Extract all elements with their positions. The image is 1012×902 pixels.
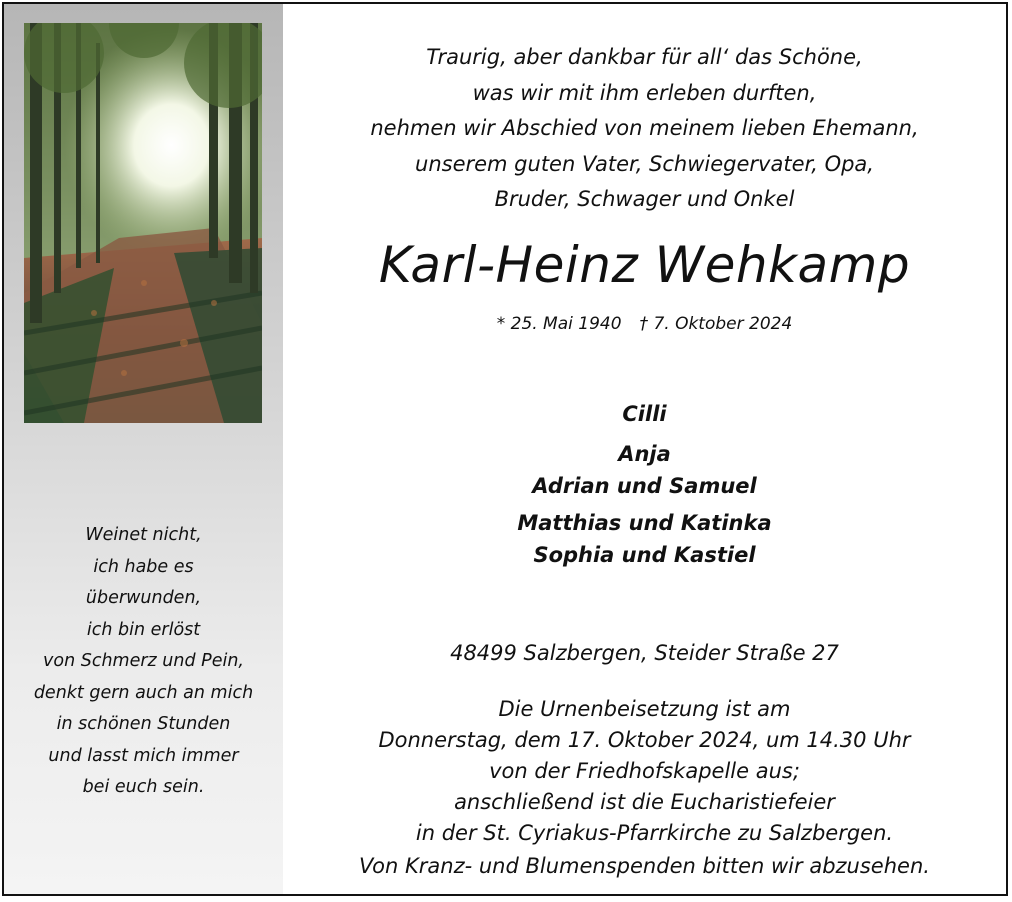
ceremony-line: von der Friedhofskapelle aus; <box>489 759 800 783</box>
life-dates <box>283 310 1006 338</box>
main-text-panel <box>283 4 1006 894</box>
obituary-notice <box>2 2 1008 896</box>
ceremony-line: Donnerstag, dem 17. Oktober 2024, um 14.30 Uhr <box>378 728 911 752</box>
family-member: Anja <box>618 442 671 466</box>
poem-line: von Schmerz und Pein, <box>43 651 244 671</box>
intro-line: Traurig, aber dankbar für all‘ das Schöne, <box>426 45 863 69</box>
intro-line: unserem guten Vater, Schwiegervater, Opa, <box>415 151 874 176</box>
ceremony-line: in der St. Cyriakus-Pfarrkirche zu Salzbergen. <box>415 821 894 845</box>
death-date: † 7. Oktober 2024 <box>639 314 793 334</box>
poem-line: in schönen Stunden <box>56 714 231 734</box>
intro-text <box>283 40 1006 218</box>
poem-line: überwunden, <box>85 588 202 608</box>
family-member: Cilli <box>622 402 667 426</box>
poem-line: bei euch sein. <box>82 777 205 797</box>
intro-line: was wir mit ihm erleben durften, <box>472 80 817 105</box>
ceremony-line: Die Urnenbeisetzung ist am <box>498 697 791 721</box>
address: 48499 Salzbergen, Steider Straße 27 <box>450 641 839 665</box>
closing-note: Von Kranz- und Blumenspenden bitten wir abzusehen. <box>359 854 930 878</box>
poem-line: ich habe es <box>93 556 194 577</box>
poem-line: und lasst mich immer <box>48 745 239 766</box>
sidebar-panel <box>4 4 283 894</box>
poem-line: denkt gern auch an mich <box>33 682 254 703</box>
intro-line: Bruder, Schwager und Onkel <box>494 187 795 211</box>
family-members <box>283 398 1006 571</box>
deceased-name: Karl-Heinz Wehkamp <box>378 236 911 294</box>
poem-line: Weinet nicht, <box>85 525 202 545</box>
family-member: Sophia und Kastiel <box>533 543 756 567</box>
ceremony-details <box>283 694 1006 849</box>
family-member: Matthias und Katinka <box>517 511 772 535</box>
birth-date: * 25. Mai 1940 <box>496 314 622 334</box>
ceremony-line: anschließend ist die Eucharistiefeier <box>454 790 835 814</box>
forest-path-photo <box>24 23 262 423</box>
intro-line: nehmen wir Abschied von meinem lieben Ehemann, <box>370 116 919 140</box>
family-member: Adrian und Samuel <box>532 474 757 498</box>
poem <box>4 520 283 804</box>
poem-line: ich bin erlöst <box>86 619 201 640</box>
